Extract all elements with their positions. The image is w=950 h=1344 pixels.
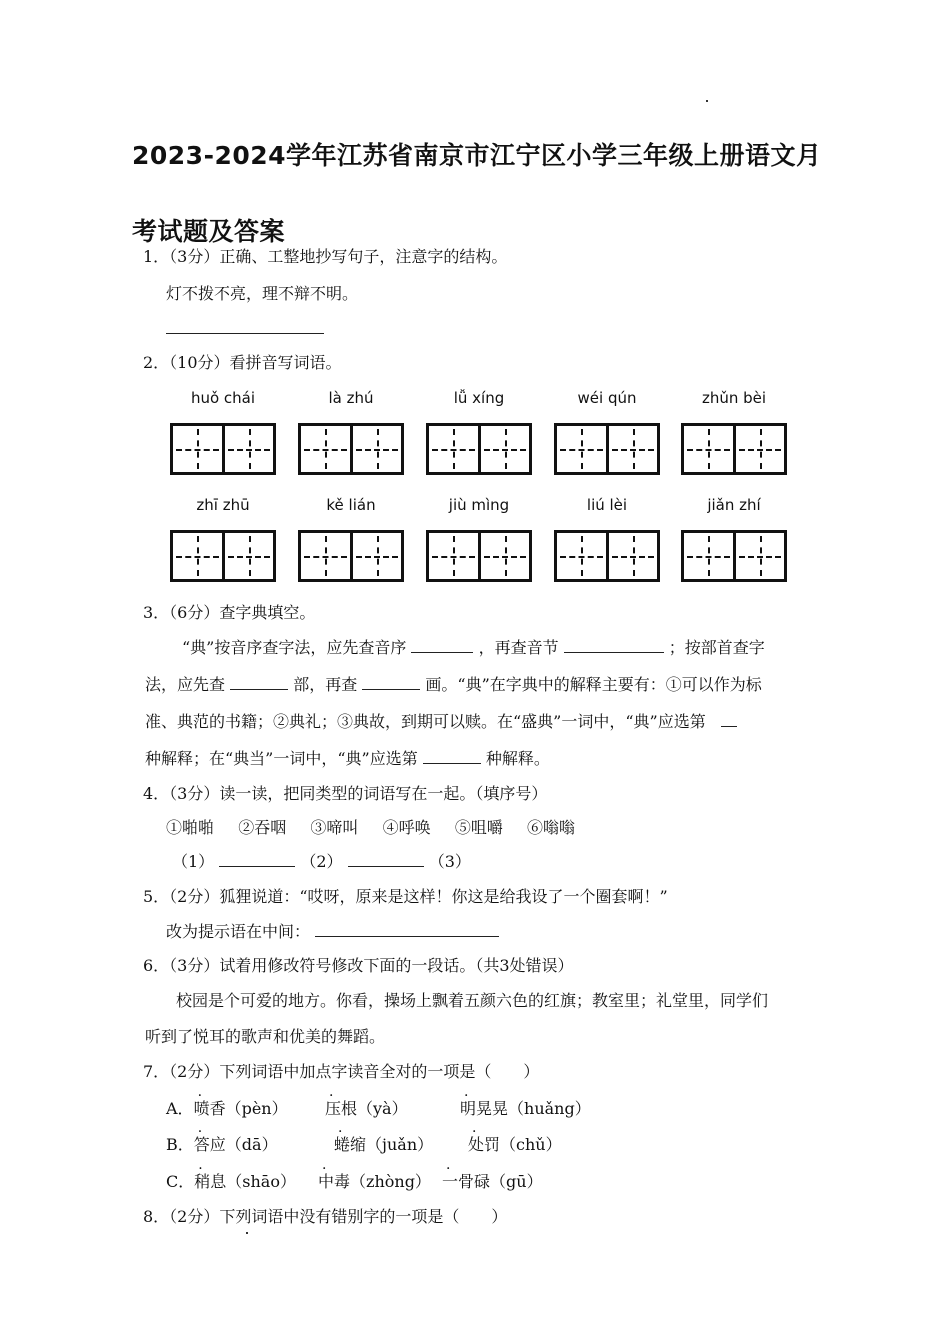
pinyin-box[interactable] <box>679 494 789 516</box>
option-a-word-2: 压根（yà） <box>325 1099 408 1118</box>
option-c-word-2: 中毒（zhòng） <box>318 1172 431 1191</box>
title-line-1: 2023-2024学年江苏省南京市江宁区小学三年级上册语文月 <box>132 141 822 170</box>
scan-speck <box>706 100 708 102</box>
pinyin-box[interactable] <box>168 387 278 409</box>
option-label: A． <box>166 1099 194 1118</box>
group-1-blank[interactable] <box>219 852 295 867</box>
pinyin-box[interactable] <box>679 387 789 409</box>
pinyin-box[interactable] <box>552 387 662 409</box>
pinyin-box[interactable] <box>296 494 406 516</box>
dotted-char: 蜷 <box>334 1135 351 1154</box>
option-b-word-2: 蜷缩（juǎn） <box>334 1135 434 1154</box>
option-label: B． <box>166 1135 194 1154</box>
blank-diandang[interactable] <box>423 749 481 764</box>
question-5-answer-line[interactable] <box>315 922 499 937</box>
blank-bushou[interactable] <box>230 675 288 690</box>
question-5-stem: 5．（2分）狐狸说道：“哎呀，原来是这样！你这是给我设了一个圈套啊！” <box>143 887 668 906</box>
pinyin-label: zhī zhū <box>196 496 250 514</box>
writing-grid[interactable] <box>554 530 660 582</box>
writing-grid[interactable] <box>170 423 276 475</box>
writing-grid[interactable] <box>554 423 660 475</box>
word-item: ②吞咽 <box>238 818 287 837</box>
question-5-task: 改为提示语在中间： <box>166 921 499 943</box>
option-c-word-3: 一骨碌（gū） <box>442 1172 543 1191</box>
pinyin-label: jiǎn zhí <box>707 496 761 514</box>
option-a-word-3: 明晃晃（huǎng） <box>460 1099 591 1118</box>
blank-bihua[interactable] <box>362 675 420 690</box>
dotted-char: 稍 <box>194 1172 211 1191</box>
question-1-stem: 1．（3分）正确、工整地抄写句子，注意字的结构。 <box>143 247 508 266</box>
pinyin-label: liú lèi <box>586 496 628 514</box>
question-2-stem: 2．（10分）看拼音写词语。 <box>143 353 342 372</box>
group-label: （3） <box>428 852 471 871</box>
question-4-word-list <box>166 817 575 839</box>
dotted-char: 明晃 <box>460 1099 493 1118</box>
writing-grid[interactable] <box>681 530 787 582</box>
writing-grid[interactable] <box>426 530 532 582</box>
question-1-answer-line[interactable] <box>166 318 324 340</box>
pinyin-label: là zhú <box>328 389 374 407</box>
writing-grid[interactable] <box>298 530 404 582</box>
question-3-paragraph-line-3: 准、典范的书籍；②典礼；③典故，到期可以赎。在“盛典”一词中，“典”应选第 <box>145 711 737 733</box>
scan-speck <box>246 1232 248 1234</box>
word-item: ⑤咀嚼 <box>454 818 503 837</box>
word-item: ④呼唤 <box>382 818 431 837</box>
option-a[interactable]: A．喷香（pèn） <box>166 1099 288 1118</box>
pinyin-label: jiù mìng <box>448 496 510 514</box>
group-label: （2） <box>300 852 343 871</box>
question-6-stem: 6．（3分）试着用修改符号修改下面的一段话。（共3处错误） <box>143 956 574 975</box>
title-line-2: 考试题及答案 <box>132 217 286 246</box>
question-3-paragraph-line-4: 种解释；在“典当”一词中，“典”应选第 种解释。 <box>145 749 550 768</box>
dotted-char: 答 <box>193 1135 210 1154</box>
question-6-paragraph-line-2: 听到了悦耳的歌声和优美的舞蹈。 <box>145 1027 386 1046</box>
pinyin-box[interactable] <box>424 494 534 516</box>
dotted-char: 处 <box>468 1135 485 1154</box>
option-b[interactable]: B．答应（dā） <box>166 1135 278 1154</box>
pinyin-label: lǚ xíng <box>453 389 505 407</box>
blank-yinxu[interactable] <box>411 638 473 653</box>
dotted-char: 压 <box>325 1099 342 1118</box>
option-c[interactable]: C．稍息（shāo） <box>166 1172 296 1191</box>
dotted-char: 一骨 <box>442 1172 475 1191</box>
word-item: ⑥嗡嗡 <box>527 818 576 837</box>
dotted-char: 喷 <box>193 1099 210 1118</box>
dotted-char: 中 <box>318 1172 335 1191</box>
word-item: ①啪啪 <box>166 818 215 837</box>
writing-grid[interactable] <box>298 423 404 475</box>
pinyin-box[interactable] <box>168 494 278 516</box>
option-label: C． <box>166 1172 195 1191</box>
blank-shengdian[interactable] <box>721 712 737 727</box>
word-item: ③啼叫 <box>310 818 359 837</box>
pinyin-label: huǒ chái <box>190 389 256 407</box>
group-label: （1） <box>172 852 215 871</box>
option-b-word-3: 处罚（chǔ） <box>468 1135 562 1154</box>
question-3-paragraph-line-2: 法，应先查 部，再查 画。“典”在字典中的解释主要有：①可以作为标 <box>145 675 762 694</box>
question-7-stem: 7．（2分）下列词语中加点字读音全对的一项是（ ） <box>143 1062 540 1081</box>
writing-grid[interactable] <box>426 423 532 475</box>
blank-yinjie[interactable] <box>564 638 664 653</box>
question-4-answer-groups <box>172 851 471 873</box>
question-4-stem: 4．（3分）读一读，把同类型的词语写在一起。（填序号） <box>143 784 548 803</box>
pinyin-box[interactable] <box>552 494 662 516</box>
pinyin-label: kě lián <box>326 496 376 514</box>
pinyin-box[interactable] <box>424 387 534 409</box>
pinyin-box[interactable] <box>296 387 406 409</box>
writing-grid[interactable] <box>170 530 276 582</box>
question-8-stem: 8．（2分）下列词语中没有错别字的一项是（ ） <box>143 1207 508 1226</box>
pinyin-label: zhǔn bèi <box>701 389 767 407</box>
pinyin-label: wéi qún <box>577 389 637 407</box>
question-3-paragraph-line-1: “典”按音序查字法，应先查音序 ，再查音节 ；按部首查字 <box>182 638 765 657</box>
group-2-blank[interactable] <box>348 852 424 867</box>
question-1-sentence: 灯不拨不亮，理不辩不明。 <box>166 284 359 303</box>
question-3-stem: 3．（6分）查字典填空。 <box>143 603 316 622</box>
writing-grid[interactable] <box>681 423 787 475</box>
question-6-paragraph-line-1: 校园是个可爱的地方。你看，操场上飘着五颜六色的红旗；教室里；礼堂里，同学们 <box>176 991 769 1010</box>
